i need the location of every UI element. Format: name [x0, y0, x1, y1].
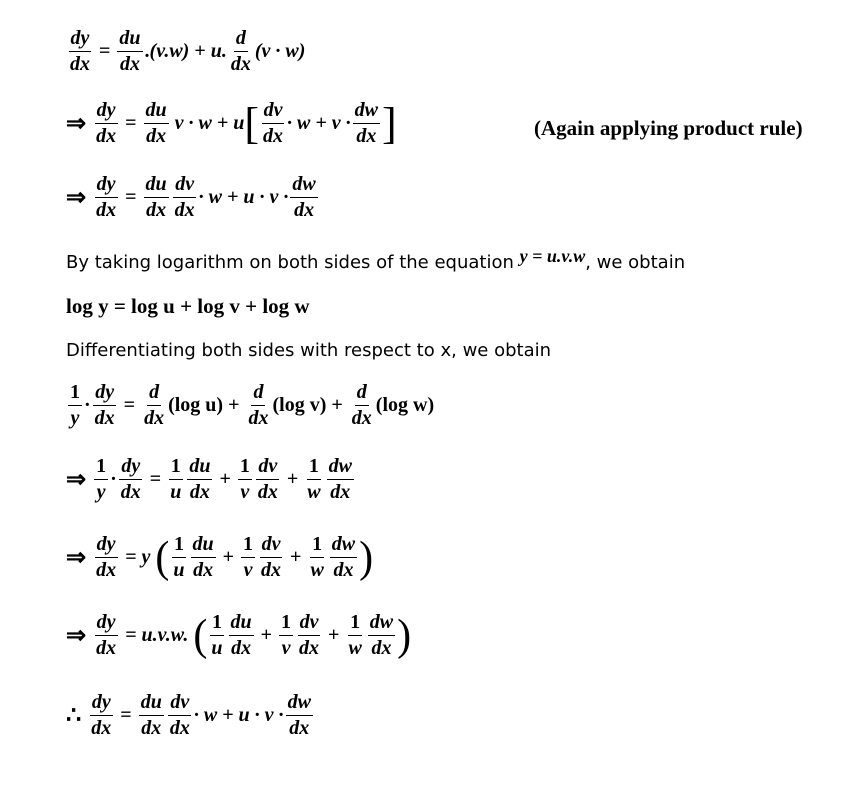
equation-line-2: ⇒ $\frac{dy}{dx}$ = $\frac{du}{dx}$ v · w + u [ $\frac{dv}{dx}$ · w + v · $\frac{dw}{dx}$ ]: [66, 98, 397, 148]
equation-line-5: ⇒ $\frac{1}{y}$ · $\frac{dy}{dx}$ = $\frac{1}{u}$ $\frac{du}{dx}$ + $\frac{1}{v}$ $\frac{dv}{dx}$ + $\frac{1}{w}$ $\frac{dw}{dx}$: [66, 455, 352, 503]
equation-line-8: ∴ $\frac{dy}{dx}$ = $\frac{du}{dx}$ $\frac{dv}{dx}$ · w + u · v · $\frac{dw}{dx}$: [66, 691, 311, 739]
equation-line-4: $\frac{1}{y}$ · $\frac{dy}{dx}$ = $\frac{d}{dx}$ (log u) + $\frac{d}{dx}$ (log v) + $\frac{d}{dx}$ (log w): [70, 381, 435, 429]
equation-line-3: ⇒ $\frac{dy}{dx}$ = $\frac{du}{dx}$ $\frac{dv}{dx}$ · w + u · v · $\frac{dw}{dx}$: [66, 173, 316, 221]
prose-line-2: Differentiating both sides with respect to x, we obtain: [66, 340, 552, 361]
fraction-du-dx: $\frac{du}{dx}$: [119, 27, 141, 75]
prose-line-1: By taking logarithm on both sides of the equation y = u.v.w, we obtain: [66, 246, 686, 273]
equation-line-6: ⇒ $\frac{dy}{dx}$ = y ( $\frac{1}{u}$ $\frac{du}{dx}$ + $\frac{1}{v}$ $\frac{dv}{dx}$ + $\frac{1}{w}$ $\frac{dw}{dx}$ ): [66, 533, 374, 582]
fraction-d-dx: $\frac{d}{dx}$: [230, 27, 251, 75]
equation-line-7: ⇒ $\frac{dy}{dx}$ = u.v.w. ( $\frac{1}{u}$ $\frac{du}{dx}$ + $\frac{1}{v}$ $\frac{dv}{dx}$ + $\frac{1}{w}$ $\frac{dw}{dx}$ ): [66, 611, 412, 660]
annotation-note: (Again applying product rule): [534, 116, 803, 140]
fraction-dy-dx: $\frac{dy}{dx}$: [70, 27, 90, 75]
equation-line-1: $\frac{dy}{dx}$ = $\frac{du}{dx}$ . (v.w) + u. $\frac{d}{dx}$ (v · w): [70, 27, 306, 75]
log-line: log y = log u + log v + log w: [66, 294, 310, 318]
